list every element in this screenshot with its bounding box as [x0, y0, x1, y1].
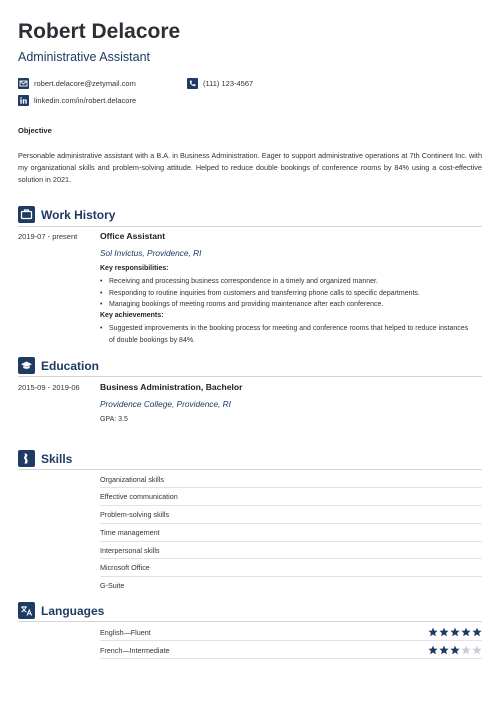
- list-item: • Suggested improvements in the booking process for meeting and conference rooms that helped to reduce instances of double bookings by 84%.: [100, 323, 470, 346]
- skill-divider: [100, 541, 482, 542]
- rating-stars: [428, 645, 482, 655]
- education-title: Education: [41, 358, 100, 373]
- list-item: • Responding to routine inquiries from customers and transferring phone calls to specific departments.: [100, 288, 482, 300]
- work-history-divider: [18, 226, 482, 227]
- star-filled-icon: [472, 627, 482, 637]
- phone-text: (111) 123-4567: [203, 79, 254, 88]
- phone-icon: [187, 78, 198, 89]
- translate-icon: [18, 602, 35, 619]
- star-filled-icon: [439, 627, 449, 637]
- star-filled-icon: [428, 627, 438, 637]
- linkedin-text: linkedin.com/in/robert.delacore: [34, 96, 137, 105]
- objective-heading: Objective: [18, 126, 52, 135]
- achievements-label: Key achievements:: [100, 312, 164, 319]
- graduation-cap-icon: [18, 357, 35, 374]
- skills-icon: [18, 450, 35, 467]
- languages-divider: [18, 621, 482, 622]
- objective-text: Personable administrative assistant with a B.A. in Business Administration. Eager to support administrative operations at 7th Continent Inc. with my organizational skills and problem-solving attitude. Helped to reduce double bookings of conference rooms by 84% using a cost-effective solution in 2021.: [18, 151, 482, 184]
- skills-divider: [18, 469, 482, 470]
- language-divider: [100, 658, 482, 659]
- star-empty-icon: [472, 645, 482, 655]
- education-heading: [18, 357, 99, 374]
- rating-stars: [428, 627, 482, 637]
- star-filled-icon: [428, 645, 438, 655]
- skill-divider: [100, 523, 482, 524]
- job-role: Office Assistant: [100, 231, 166, 241]
- contact-phone[interactable]: [187, 78, 253, 89]
- education-school: Providence College, Providence, RI: [100, 399, 231, 409]
- achievements-list: [100, 323, 470, 346]
- email-text: robert.delacore@zetymail.com: [34, 79, 136, 88]
- skill-divider: [100, 505, 482, 506]
- linkedin-icon: [18, 95, 29, 106]
- skills-heading: [18, 450, 72, 467]
- contact-linkedin[interactable]: [18, 95, 136, 106]
- skill-item: Effective communication: [100, 492, 178, 501]
- skill-item: Microsoft Office: [100, 563, 150, 572]
- education-dates: 2015-09 - 2019-06: [18, 383, 80, 392]
- star-empty-icon: [461, 645, 471, 655]
- languages-title: Languages: [41, 603, 105, 618]
- language-item: English—Fluent: [100, 628, 151, 637]
- skill-item: Organizational skills: [100, 475, 164, 484]
- skill-item: Time management: [100, 528, 160, 537]
- skill-divider: [100, 487, 482, 488]
- skill-item: Interpersonal skills: [100, 546, 160, 555]
- list-item: • Managing bookings of meeting rooms and providing maintenance after each conference.: [100, 299, 482, 311]
- skill-divider: [100, 576, 482, 577]
- responsibilities-list: [100, 276, 482, 311]
- star-filled-icon: [439, 645, 449, 655]
- education-gpa: GPA: 3.5: [100, 416, 128, 423]
- star-filled-icon: [461, 627, 471, 637]
- skill-divider: [100, 558, 482, 559]
- skill-item: G-Suite: [100, 581, 125, 590]
- briefcase-icon: [18, 206, 35, 223]
- contact-email[interactable]: [18, 78, 136, 89]
- job-company: Sol Invictus, Providence, RI: [100, 248, 202, 258]
- responsibilities-label: Key responsibilities:: [100, 265, 169, 272]
- skills-title: Skills: [41, 451, 73, 466]
- list-item: • Receiving and processing business correspondence in a timely and organized manner.: [100, 276, 482, 288]
- language-item: French—Intermediate: [100, 646, 170, 655]
- candidate-title: Administrative Assistant: [18, 50, 150, 64]
- star-filled-icon: [450, 645, 460, 655]
- education-degree: Business Administration, Bachelor: [100, 382, 243, 392]
- skill-item: Problem-solving skills: [100, 510, 170, 519]
- language-divider: [100, 640, 482, 641]
- star-filled-icon: [450, 627, 460, 637]
- languages-heading: [18, 602, 104, 619]
- candidate-name: Robert Delacore: [18, 20, 181, 43]
- work-history-heading: [18, 206, 115, 223]
- work-history-title: Work History: [41, 207, 116, 222]
- email-icon: [18, 78, 29, 89]
- education-divider: [18, 376, 482, 377]
- job-dates: 2019-07 - present: [18, 232, 78, 241]
